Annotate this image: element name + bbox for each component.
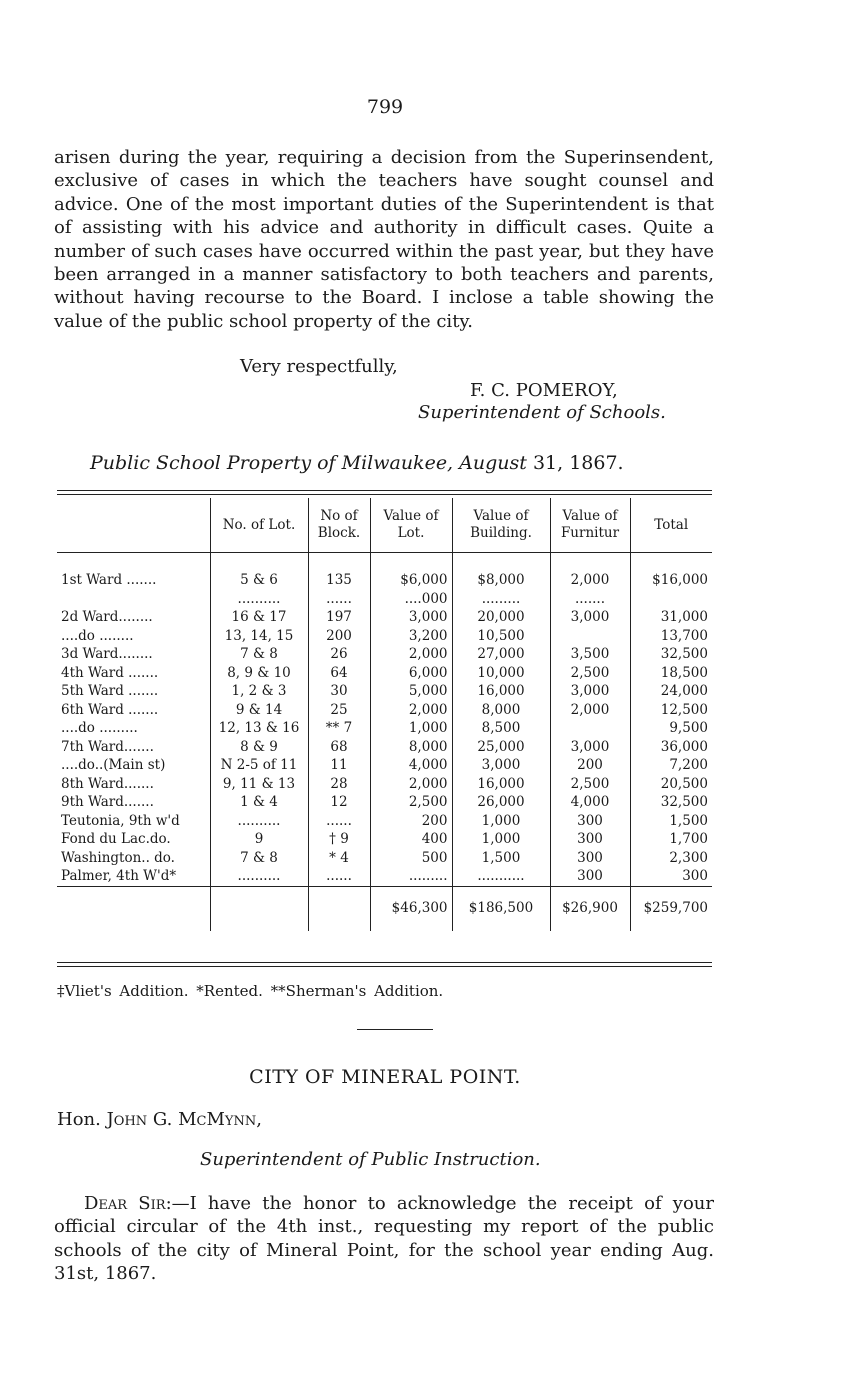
cell-block: 135 xyxy=(308,571,370,590)
letter-closing: Very respectfully, xyxy=(240,356,398,377)
signature-name: F. C. POMEROY, xyxy=(470,380,618,401)
cell-value-lot: 4,000 xyxy=(370,756,452,775)
cell-value-lot: 200 xyxy=(370,812,452,831)
cell-value-furniture: 3,000 xyxy=(550,682,630,701)
cell-block: 28 xyxy=(308,775,370,794)
property-table-container xyxy=(57,498,712,931)
table-row xyxy=(57,812,712,831)
cell-value-building: 3,000 xyxy=(452,756,550,775)
cell-value-building: ........... xyxy=(452,867,550,886)
table-title xyxy=(90,452,624,474)
cell-total: 31,000 xyxy=(630,608,712,627)
cell-lot: 9 & 14 xyxy=(210,701,308,720)
header-lot: No. of Lot. xyxy=(210,498,308,553)
table-header-row xyxy=(57,498,712,553)
cell-value-building: 26,000 xyxy=(452,793,550,812)
cell-value-building: 10,500 xyxy=(452,627,550,646)
cell-lot: N 2-5 of 11 xyxy=(210,756,308,775)
cell-ward: 1st Ward ....... xyxy=(61,572,157,588)
table-row xyxy=(57,701,712,720)
cell-value-building: ......... xyxy=(452,590,550,609)
spacer-cell xyxy=(308,553,370,572)
cell-lot: 9, 11 & 13 xyxy=(210,775,308,794)
cell-ward: Washington.. do. xyxy=(61,849,175,866)
addressee-name: John G. McMynn, xyxy=(106,1109,262,1130)
cell-lot: 1, 2 & 3 xyxy=(210,682,308,701)
table-row xyxy=(57,590,712,609)
addressee-title: Superintendent of Public Instruction. xyxy=(200,1149,541,1170)
table-row xyxy=(57,682,712,701)
cell-ward: 7th Ward....... xyxy=(61,738,154,755)
table-row xyxy=(57,664,712,683)
table-row xyxy=(57,849,712,868)
table-body xyxy=(57,553,712,931)
header-value-furniture: Value of Furnitur xyxy=(550,498,630,553)
table-top-rule xyxy=(57,490,712,491)
cell-ward: 2d Ward........ xyxy=(61,609,153,625)
spacer-cell xyxy=(370,553,452,572)
cell-block: ** 7 xyxy=(308,719,370,738)
cell-block: 11 xyxy=(308,756,370,775)
cell-value-furniture: 2,000 xyxy=(550,701,630,720)
cell-lot: 8, 9 & 10 xyxy=(210,664,308,683)
cell-lot: 16 & 17 xyxy=(210,608,308,627)
table-totals-row xyxy=(57,886,712,931)
total-value-lot: $46,300 xyxy=(370,886,452,931)
total-block xyxy=(308,886,370,931)
signature-title: Superintendent of Schools. xyxy=(418,402,666,423)
cell-value-furniture: 2,000 xyxy=(550,571,630,590)
cell-block: 12 xyxy=(308,793,370,812)
cell-total: 1,700 xyxy=(630,830,712,849)
table-footnote: ‡Vliet's Addition. *Rented. **Sherman's Addition. xyxy=(57,982,444,1000)
cell-value-lot: 3,200 xyxy=(370,627,452,646)
table-row xyxy=(57,719,712,738)
table-title-italic: Public School Property of Milwaukee, August xyxy=(90,452,527,474)
total-value-building: $186,500 xyxy=(452,886,550,931)
cell-total: $16,000 xyxy=(630,571,712,590)
cell-value-building: 8,000 xyxy=(452,701,550,720)
table-bottom-rule xyxy=(57,962,712,963)
cell-value-building: $8,000 xyxy=(452,571,550,590)
cell-lot: 7 & 8 xyxy=(210,645,308,664)
cell-total xyxy=(630,590,712,609)
cell-block: ...... xyxy=(308,867,370,886)
cell-ward: Palmer, 4th W'd* xyxy=(61,868,177,884)
cell-ward: Fond du Lac.do. xyxy=(61,831,171,847)
spacer-cell xyxy=(210,553,308,572)
cell-ward xyxy=(57,590,210,609)
table-row xyxy=(57,738,712,757)
cell-value-furniture: 3,000 xyxy=(550,608,630,627)
cell-ward: 9th Ward....... xyxy=(61,794,154,810)
cell-ward: ....do ........ xyxy=(61,627,134,644)
table-title-date: 31, 1867. xyxy=(532,452,624,474)
cell-block: * 4 xyxy=(308,849,370,868)
report-paragraph xyxy=(54,1192,714,1286)
cell-total: 300 xyxy=(630,867,712,886)
property-table xyxy=(57,498,712,931)
cell-ward: 6th Ward ....... xyxy=(61,701,159,718)
cell-value-furniture: 2,500 xyxy=(550,775,630,794)
letter-paragraph: arisen during the year, requiring a decision from the Superinsendent, exclusive of cases in which the teachers have sought counsel and advice. One of the most important duties of the Superintendent is that of assisting with his advice and authority in difficult cases. Quite a number of such cases have occurred within the past year, but they have been arranged in a manner satisfactory to both teachers and parents, without having recourse to the Board. I inclose a table showing the value of the public school property of the city. xyxy=(54,147,714,332)
cell-value-lot: ......... xyxy=(370,867,452,886)
cell-value-lot: 2,500 xyxy=(370,793,452,812)
table-row xyxy=(57,867,712,886)
table-row xyxy=(57,608,712,627)
table-row xyxy=(57,793,712,812)
cell-lot: 7 & 8 xyxy=(210,849,308,868)
cell-value-furniture: 300 xyxy=(550,830,630,849)
cell-total: 1,500 xyxy=(630,812,712,831)
section-heading: CITY OF MINERAL POINT. xyxy=(249,1066,521,1088)
cell-value-building: 25,000 xyxy=(452,738,550,757)
cell-total: 13,700 xyxy=(630,627,712,646)
cell-value-lot: 2,000 xyxy=(370,775,452,794)
cell-block: ...... xyxy=(308,590,370,609)
cell-value-building: 10,000 xyxy=(452,664,550,683)
cell-total: 32,500 xyxy=(630,645,712,664)
cell-value-furniture: ....... xyxy=(550,590,630,609)
cell-total: 2,300 xyxy=(630,849,712,868)
cell-value-building: 1,000 xyxy=(452,812,550,831)
salutation: Dear Sir xyxy=(84,1193,166,1214)
page-number: 799 xyxy=(366,96,404,118)
cell-total: 12,500 xyxy=(630,701,712,720)
cell-value-lot: 6,000 xyxy=(370,664,452,683)
table-row xyxy=(57,830,712,849)
table-top-rule-inner xyxy=(57,494,712,495)
cell-value-building: 16,000 xyxy=(452,775,550,794)
cell-ward: 5th Ward ....... xyxy=(61,683,159,699)
cell-block: 30 xyxy=(308,682,370,701)
cell-lot: .......... xyxy=(210,812,308,831)
cell-lot: .......... xyxy=(210,590,308,609)
cell-value-lot: 2,000 xyxy=(370,701,452,720)
cell-lot: .......... xyxy=(210,867,308,886)
cell-value-lot: $6,000 xyxy=(370,571,452,590)
cell-ward: ....do ......... xyxy=(61,720,138,736)
total-lot xyxy=(210,886,308,931)
table-spacer-row xyxy=(57,553,712,572)
cell-value-furniture: 300 xyxy=(550,867,630,886)
cell-value-furniture xyxy=(550,719,630,738)
cell-value-furniture: 3,000 xyxy=(550,738,630,757)
spacer-cell xyxy=(550,553,630,572)
cell-block: 197 xyxy=(308,608,370,627)
cell-total: 36,000 xyxy=(630,738,712,757)
cell-ward: ....do..(Main st) xyxy=(61,757,166,773)
cell-total: 7,200 xyxy=(630,756,712,775)
cell-value-lot: 2,000 xyxy=(370,645,452,664)
cell-block: 68 xyxy=(308,738,370,757)
cell-total: 32,500 xyxy=(630,793,712,812)
cell-value-furniture xyxy=(550,627,630,646)
total-ward xyxy=(57,886,210,931)
cell-lot: 13, 14, 15 xyxy=(210,627,308,646)
cell-value-furniture: 2,500 xyxy=(550,664,630,683)
addressee-prefix: Hon. xyxy=(57,1109,101,1130)
spacer-cell xyxy=(57,553,210,572)
header-value-building: Value of Building. xyxy=(452,498,550,553)
cell-ward: 3d Ward........ xyxy=(61,646,153,662)
cell-value-building: 20,000 xyxy=(452,608,550,627)
total-total: $259,700 xyxy=(630,886,712,931)
cell-total: 20,500 xyxy=(630,775,712,794)
cell-total: 18,500 xyxy=(630,664,712,683)
cell-block: 200 xyxy=(308,627,370,646)
cell-value-building: 8,500 xyxy=(452,719,550,738)
cell-value-lot: 8,000 xyxy=(370,738,452,757)
cell-value-lot: 500 xyxy=(370,849,452,868)
table-row xyxy=(57,645,712,664)
cell-lot: 1 & 4 xyxy=(210,793,308,812)
table-row xyxy=(57,627,712,646)
cell-lot: 8 & 9 xyxy=(210,738,308,757)
section-divider xyxy=(357,1029,433,1030)
addressee xyxy=(57,1109,262,1130)
cell-value-building: 16,000 xyxy=(452,682,550,701)
cell-block: ...... xyxy=(308,812,370,831)
cell-block: 26 xyxy=(308,645,370,664)
cell-value-lot: ....000 xyxy=(370,590,452,609)
cell-value-lot: 1,000 xyxy=(370,719,452,738)
cell-block: † 9 xyxy=(308,830,370,849)
cell-value-furniture: 200 xyxy=(550,756,630,775)
header-value-lot: Value of Lot. xyxy=(370,498,452,553)
report-body: :—I have the honor to acknowledge the receipt of your official circular of the 4th inst., requesting my report of the public schools of the city of Mineral Point, for the school year ending Aug. 31st, 1867. xyxy=(54,1193,714,1285)
cell-value-building: 1,000 xyxy=(452,830,550,849)
table-row xyxy=(57,571,712,590)
cell-value-lot: 5,000 xyxy=(370,682,452,701)
cell-total: 9,500 xyxy=(630,719,712,738)
cell-lot: 5 & 6 xyxy=(210,571,308,590)
cell-lot: 9 xyxy=(210,830,308,849)
cell-ward: 8th Ward....... xyxy=(61,775,154,792)
table-row xyxy=(57,775,712,794)
cell-value-lot: 400 xyxy=(370,830,452,849)
cell-total: 24,000 xyxy=(630,682,712,701)
spacer-cell xyxy=(452,553,550,572)
cell-value-furniture: 4,000 xyxy=(550,793,630,812)
cell-ward: 4th Ward ....... xyxy=(61,664,159,681)
cell-lot: 12, 13 & 16 xyxy=(210,719,308,738)
header-block: No of Block. xyxy=(308,498,370,553)
cell-ward: Teutonia, 9th w'd xyxy=(61,812,180,829)
cell-value-furniture: 3,500 xyxy=(550,645,630,664)
cell-value-building: 27,000 xyxy=(452,645,550,664)
cell-block: 25 xyxy=(308,701,370,720)
cell-block: 64 xyxy=(308,664,370,683)
header-ward xyxy=(57,498,210,553)
cell-value-furniture: 300 xyxy=(550,812,630,831)
total-value-furniture: $26,900 xyxy=(550,886,630,931)
table-row xyxy=(57,756,712,775)
cell-value-furniture: 300 xyxy=(550,849,630,868)
table-bottom-rule-inner xyxy=(57,966,712,967)
spacer-cell xyxy=(630,553,712,572)
cell-value-lot: 3,000 xyxy=(370,608,452,627)
cell-value-building: 1,500 xyxy=(452,849,550,868)
header-total: Total xyxy=(630,498,712,553)
